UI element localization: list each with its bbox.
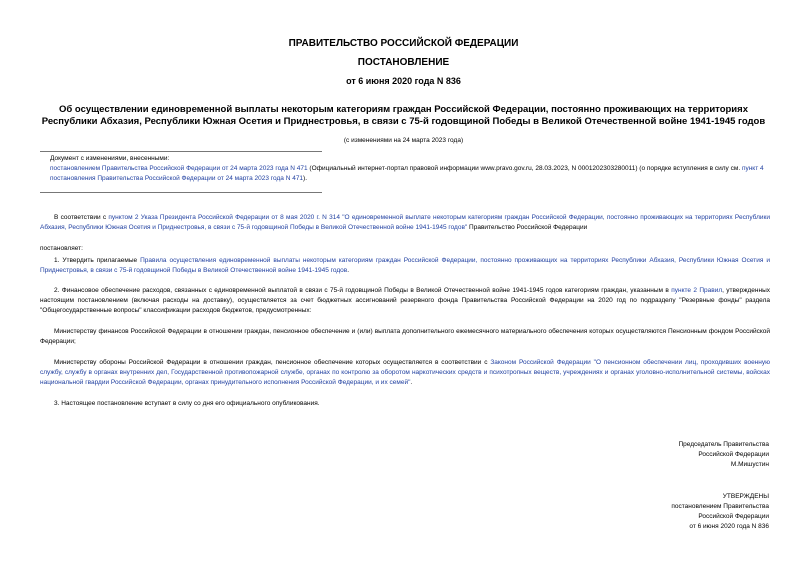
government-heading: ПРАВИТЕЛЬСТВО РОССИЙСКОЙ ФЕДЕРАЦИИ [288,38,519,49]
signature-block [549,440,769,470]
item-3-paragraph [40,399,770,409]
item-2-paragraph [40,286,770,316]
divider-top [40,151,322,152]
preamble-text: В соответствии с [54,214,109,221]
preamble-text-end: Правительство Российской Федерации [467,224,588,231]
item-2b-paragraph [40,358,770,388]
revision-note-intro: Документ с изменениями, внесенными: [50,155,170,162]
preamble-paragraph [40,213,770,233]
revision-note-body [50,164,770,184]
divider-bottom [40,192,322,193]
revision-note-text: (Официальный интернет-портал правовой информации www.pravo.gov.ru, 28.03.2023, N 0001202303280011) (о порядке вступления в силу см. [307,165,742,172]
document-title: Об осуществлении единовременной выплаты некоторым категориям граждан Российской Федерации, постоянно проживающих на территориях Республики Абхазия, Республики Южная Осетия и Приднестровья, в связи с 75-й годовщиной Победы в Великой Отечественной войне 1941-1945 годов [41,104,766,127]
item-2-text: 2. Финансовое обеспечение расходов, связанных с единовременной выплатой в связи с 75-й годовщиной Победы в Великой Отечественной войне 1941-1945 годов категориям граждан, указанным в [54,287,672,294]
approval-block [549,492,769,532]
decrees-line: постановляет: [40,245,83,252]
item-2-text-end: , утвержденных настоящим постановлением (включая расходы на доставку), осуществляется за счет бюджетных ассигнований резервного фонда Правительства Российской Федерации на 2020 год по подразделу "Резервные фонды" раздела "Общегосударственные вопросы" классификации расходов бюджетов, предусмотренных: [40,287,770,314]
item-2b-text: Министерству обороны Российской Федерации в отношении граждан, пенсионное обеспечение которых осуществляется в соответствии с [54,359,491,366]
approval-by: постановлением Правительства [671,503,769,510]
preamble-link-decree-314[interactable]: пунктом 2 Указа Президента Российской Федерации от 8 мая 2020 г. N 314 "О единовременной выплате некоторым категориям граждан Российской Федерации, постоянно проживающих на территориях Республики Абхазия, Республики Южная Осетия и Приднестровья, в связи с 75-й годовщиной Победы в Великой Отечественной войне 1941-1945 годов" [40,214,770,231]
item-1-text: 1. Утвердить прилагаемые [54,257,141,264]
approval-heading: УТВЕРЖДЕНЫ [722,493,769,500]
signature-position: Председатель Правительства [678,441,769,448]
changes-note: (с изменениями на 24 марта 2023 года) [343,137,464,144]
signature-name: М.Мишустин [730,461,769,468]
revision-link-decree-471[interactable]: постановлением Правительства Российской Федерации от 24 марта 2023 года N 471 [50,165,308,172]
item-1-text-end: . [347,267,350,274]
signature-organization: Российской Федерации [698,451,769,458]
approval-date: от 6 июня 2020 года N 836 [689,523,769,530]
revision-link-point-4[interactable]: пункт 4 постановления Правительства Российской Федерации от 24 марта 2023 года N 471 [50,165,764,182]
item-2b-link-pension-law[interactable]: Законом Российской Федерации "О пенсионном обеспечении лиц, проходивших военную службу, службу в органах внутренних дел, Государственной противопожарной службе, органах по контролю за оборотом наркотических средств и психотропных веществ, учреждениях и органах уголовно-исполнительной системы, войсках национальной гвардии Российской Федерации, органах принудительного исполнения Российской Федерации, и их семей" [40,359,770,386]
item-1-paragraph [40,256,770,276]
item-2b-text-end: . [410,379,413,386]
document-date-number: от 6 июня 2020 года N 836 [346,76,461,86]
document-type-heading: ПОСТАНОВЛЕНИЕ [357,57,450,68]
approval-organization: Российской Федерации [698,513,769,520]
item-1-link-rules[interactable]: Правила осуществления единовременной выплаты некоторым категориям граждан Российской Федерации, постоянно проживающих на территориях Республики Абхазия, Республики Южная Осетия и Приднестровья, в связи с 75-й годовщиной Победы в Великой Отечественной войне 1941-1945 годов [40,257,770,274]
revision-note [50,154,770,184]
item-2a-paragraph [40,327,770,347]
item-3-text: 3. Настоящее постановление вступает в силу со дня его официального опубликования. [54,400,320,407]
item-2-link-rules-point-2[interactable]: пункте 2 Правил [671,287,723,294]
item-2a-text: Министерству финансов Российской Федерации в отношении граждан, пенсионное обеспечение и (или) выплата дополнительного ежемесячного материального обеспечения которых осуществляются Пенсионным фондом Российской Федерации; [40,328,770,345]
revision-note-end: ). [303,175,308,182]
